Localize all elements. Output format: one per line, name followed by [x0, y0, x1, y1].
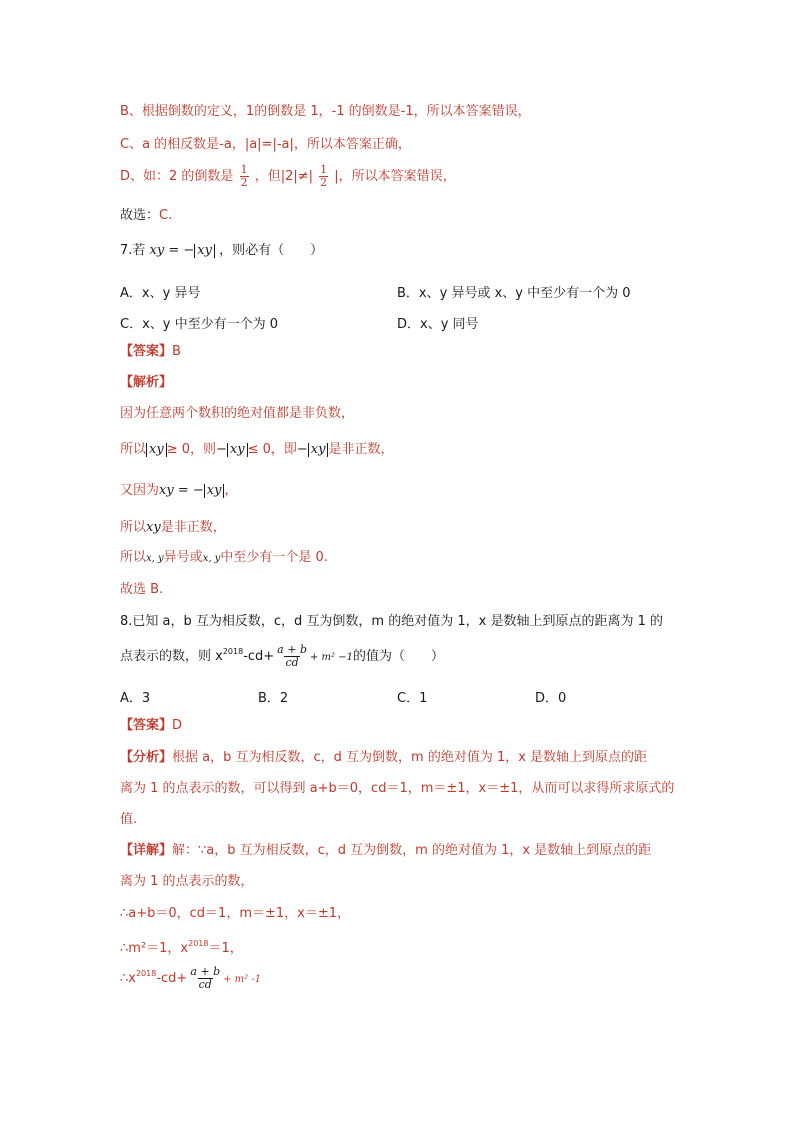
- d-suffix: |，所以本答案错误，: [334, 169, 456, 184]
- xiangjie-text-5b: -cd+: [156, 971, 188, 986]
- xiangjie-text-5c: + m² -1: [223, 974, 262, 985]
- xiangjie-text-4b: ＝1，: [208, 941, 243, 956]
- q7-prefix: 7.若: [120, 243, 146, 258]
- xiangjie-text-4a: ∴m²＝1，x: [120, 941, 189, 956]
- q8-fraction: [276, 644, 308, 669]
- xiangjie-fraction-numerator: a + b: [190, 965, 221, 978]
- q8-text-c: + m² −1: [309, 652, 353, 663]
- text-opposite-sign: 异号或: [163, 550, 203, 565]
- answer-label: 【答案】: [120, 344, 173, 359]
- q8-answer: D: [172, 718, 183, 733]
- q8-text-a: 点表示的数，则 x: [120, 649, 223, 664]
- text-also: 又因为: [120, 483, 160, 498]
- fraction-one-half-2: [319, 164, 328, 189]
- q8-detail-line-2: 离为 1 的点表示的数，: [120, 874, 254, 889]
- xiangjie-fraction: [189, 966, 221, 991]
- q8-option-b: B．2: [258, 691, 289, 706]
- text-nonpositive: 是非正数，: [160, 520, 226, 535]
- q7-explanation-3: 又因为xy = − xy ，: [120, 483, 238, 498]
- question-8-line-2: [120, 644, 444, 669]
- q8-option-c: C．1: [397, 691, 428, 706]
- fenxi-label: 【分析】: [120, 750, 173, 765]
- q8-analysis-line-1: [120, 750, 647, 766]
- q8-option-a: A．3: [120, 691, 151, 706]
- q8-text-b: -cd+: [243, 649, 275, 664]
- q8-analysis-line-2: 离为 1 的点表示的数，可以得到 a+b＝0，cd＝1，m＝±1，x＝±1，从而可以求得所求原式的: [120, 781, 675, 796]
- q8-answer-line: [120, 718, 182, 734]
- q7-explanation-2: [120, 442, 394, 458]
- d-middle: ，但|2|≠|: [254, 169, 314, 184]
- q8-detail-line-1: [120, 843, 651, 859]
- q8-analysis-line-3: 值.: [120, 812, 138, 827]
- q7-equation-repeat: xy = − xy: [159, 483, 224, 498]
- q7-choose: 故选 B.: [120, 582, 164, 597]
- fraction-denominator: 2: [320, 176, 328, 189]
- q7-option-c: C．x、y 中至少有一个为 0: [120, 317, 278, 332]
- q7-option-d: D．x、y 同号: [397, 317, 479, 332]
- fraction-numerator: 1: [320, 163, 328, 176]
- neg-abs-xy-2: − xy: [297, 442, 329, 457]
- q8-detail-line-5: [120, 966, 261, 991]
- q7-answer-line: [120, 344, 181, 360]
- text-leq: ≤ 0，即: [247, 442, 297, 457]
- q8-exponent: 2018: [222, 647, 244, 656]
- xiangjie-exponent-2: 2018: [135, 969, 157, 978]
- q8-detail-line-4: [120, 936, 243, 957]
- option-c-explanation: C、a 的相反数是-a，|a|=|-a|，所以本答案正确，: [120, 137, 411, 152]
- q8-text-d: 的值为（ ）: [352, 649, 444, 664]
- fenxi-text-1: 根据 a，b 互为相反数，c，d 互为倒数，m 的绝对值为 1，x 是数轴上到原点的距: [172, 750, 648, 765]
- q7-equation: xy = − xy: [150, 243, 215, 258]
- text-so: 所以: [120, 550, 147, 565]
- q8-option-d: D．0: [535, 691, 567, 706]
- fraction-denominator: 2: [240, 176, 248, 189]
- d-prefix: D、如：2 的倒数是: [120, 169, 234, 184]
- option-d-explanation: [120, 164, 456, 189]
- text-at-least-one-zero: 中至少有一个是 0.: [220, 550, 328, 565]
- q7-option-a: A．x、y 异号: [120, 286, 201, 301]
- analysis-label: 【解析】: [120, 375, 173, 390]
- q8-fraction-denominator: cd: [285, 656, 299, 669]
- fraction-one-half: [240, 164, 249, 189]
- xiangjie-label: 【详解】: [120, 843, 173, 858]
- xy-vars-2: x, y: [202, 553, 221, 564]
- choose-c-answer: C.: [159, 208, 173, 223]
- xy-vars: x, y: [146, 553, 164, 564]
- question-8-line-1: 8.已知 a，b 互为相反数，c，d 互为倒数，m 的绝对值为 1，x 是数轴上到原点的距离为 1 的: [120, 614, 663, 629]
- abs-xy: xy: [146, 443, 167, 457]
- q8-fraction-numerator: a + b: [277, 643, 307, 656]
- xiangjie-text-1: 解：∵a，b 互为相反数，c，d 互为倒数，m 的绝对值为 1，x 是数轴上到原点的距: [172, 843, 652, 858]
- neg-abs-xy: − xy: [216, 442, 248, 457]
- fraction-numerator: 1: [240, 163, 248, 176]
- q7-answer: B: [172, 344, 181, 359]
- q7-suffix: ，则必有（ ）: [219, 243, 324, 258]
- xiangjie-exponent: 2018: [188, 939, 209, 948]
- q7-explanation-1: 因为任意两个数积的绝对值都是非负数，: [120, 406, 355, 421]
- q8-detail-line-3: ∴a+b＝0，cd＝1，m＝±1，x＝±1，: [120, 906, 351, 921]
- choose-c-line: 故选：C.: [120, 208, 173, 223]
- text-nonpositive: 是非正数，: [328, 442, 394, 457]
- question-7: [120, 243, 323, 259]
- xiangjie-fraction-denominator: cd: [198, 978, 212, 991]
- answer-label: 【答案】: [120, 718, 173, 733]
- text-so: 所以: [120, 442, 147, 457]
- text-geq: ≥ 0，则: [166, 442, 216, 457]
- q7-option-b: B．x、y 异号或 x、y 中至少有一个为 0: [397, 286, 631, 301]
- option-b-explanation: B、根据倒数的定义，1的倒数是 1，-1 的倒数是-1，所以本答案错误，: [120, 104, 531, 119]
- q7-explanation-4: [120, 520, 226, 536]
- q7-explanation-5: [120, 550, 328, 567]
- xiangjie-text-5a: ∴x: [120, 971, 136, 986]
- text-so: 所以: [120, 520, 147, 535]
- xy-term: xy: [146, 520, 161, 535]
